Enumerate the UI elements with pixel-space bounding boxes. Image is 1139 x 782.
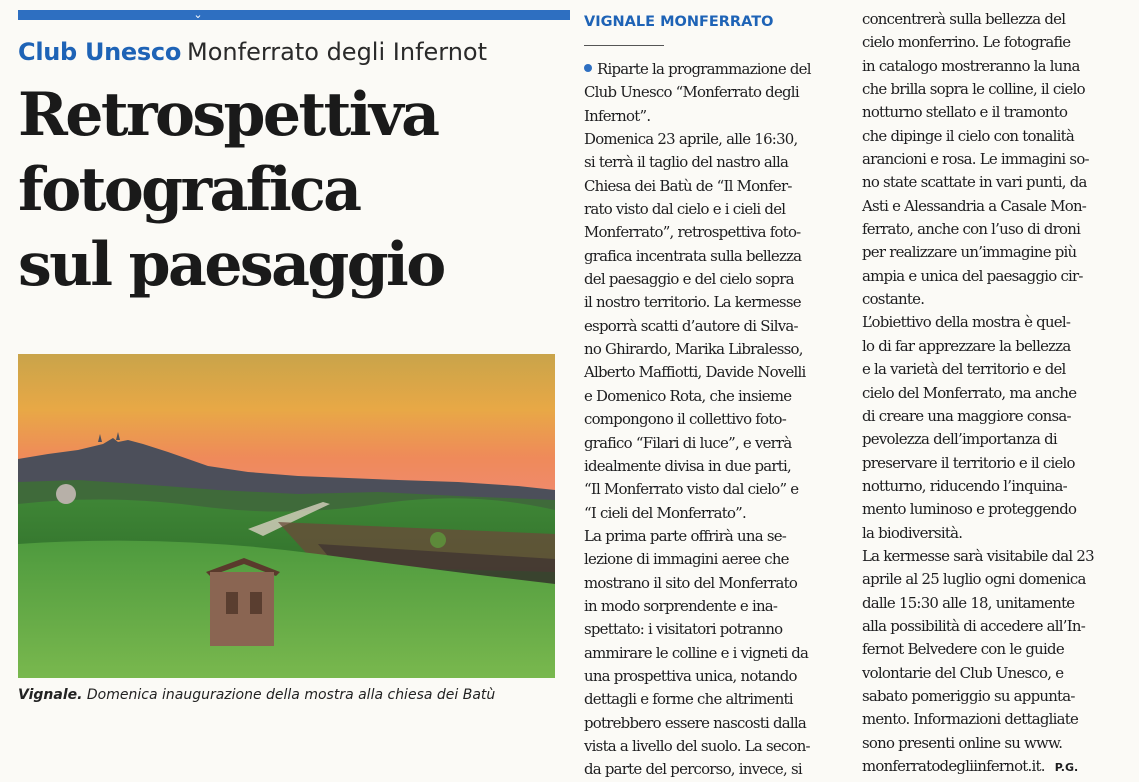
column1-line: Domenica 23 aprile, alle 16:30, bbox=[584, 130, 798, 149]
column2-line: la biodiversità. bbox=[862, 523, 963, 542]
column1-line: da parte del percorso, invece, si bbox=[584, 760, 802, 779]
article-column-2 bbox=[862, 8, 1124, 778]
landscape-photo-illustration bbox=[18, 354, 555, 678]
caption-text: Domenica inaugurazione della mostra alla chiesa dei Batù bbox=[82, 687, 496, 703]
column1-line: rato visto dal cielo e i cieli del bbox=[584, 200, 786, 219]
column2-line: lo di far apprezzare la bellezza bbox=[862, 336, 1071, 355]
column1-line: dettagli e forme che altrimenti bbox=[584, 690, 793, 709]
column2-line: per realizzare un’immagine più bbox=[862, 243, 1077, 262]
column1-line: mostrano il sito del Monferrato bbox=[584, 573, 798, 592]
column1-line: spettato: i visitatori potranno bbox=[584, 620, 783, 639]
caption-place: Vignale. bbox=[18, 687, 83, 703]
column2-line: arancioni e rosa. Le immagini so- bbox=[862, 150, 1089, 169]
column1-line: ammirare le colline e i vigneti da bbox=[584, 643, 809, 662]
column1-line: esporrà scatti d’autore di Silva- bbox=[584, 316, 798, 335]
column1-line: si terrà il taglio del nastro alla bbox=[584, 153, 789, 172]
column2-line: no state scattate in vari punti, da bbox=[862, 173, 1087, 192]
column2-last-line bbox=[862, 755, 1124, 778]
column1-line: grafico “Filari di luce”, e verrà bbox=[584, 433, 792, 452]
column1-line: no Ghirardo, Marika Libralesso, bbox=[584, 340, 803, 359]
column1-line: compongono il collettivo foto- bbox=[584, 410, 786, 429]
landscape-photo bbox=[18, 354, 555, 678]
column2-line: pevolezza dell’importanza di bbox=[862, 430, 1057, 449]
column2-line: ampia e unica del paesaggio cir- bbox=[862, 266, 1083, 285]
column2-line: L’obiettivo della mostra è quel- bbox=[862, 313, 1071, 332]
column2-line: mento. Informazioni dettagliate bbox=[862, 710, 1079, 729]
column2-line: sono presenti online su www. bbox=[862, 733, 1063, 752]
column1-line: vista a livello del suolo. La secon- bbox=[584, 736, 810, 755]
column2-line: preservare il territorio e il cielo bbox=[862, 453, 1075, 472]
chevron-down-icon: ⌄ bbox=[193, 8, 203, 21]
column1-line: Infernot”. bbox=[584, 106, 651, 125]
column2-line: volontarie del Club Unesco, e bbox=[862, 663, 1064, 682]
section-divider bbox=[584, 45, 664, 46]
column1-line: La prima parte offrirà una se- bbox=[584, 526, 787, 545]
column1-line: “Il Monferrato visto dal cielo” e bbox=[584, 480, 799, 499]
column1-line: una prospettiva unica, notando bbox=[584, 666, 797, 685]
column2-line: che brilla sopra le colline, il cielo bbox=[862, 80, 1085, 99]
column1-line: Chiesa dei Batù de “Il Monfer- bbox=[584, 176, 792, 195]
top-color-bar bbox=[18, 10, 570, 20]
column1-line: Monferrato”, retrospettiva foto- bbox=[584, 223, 801, 242]
column2-line-text: monferratodegliinfernot.it. bbox=[862, 757, 1045, 775]
section-label: VIGNALE MONFERRATO bbox=[584, 14, 774, 30]
column2-line: cielo monferrino. Le fotografie bbox=[862, 33, 1071, 52]
bullet-dot-icon bbox=[584, 64, 592, 72]
column2-line: mento luminoso e proteggendo bbox=[862, 500, 1077, 519]
column2-line: fernot Belvedere con le guide bbox=[862, 640, 1064, 659]
column2-line: di creare una maggiore consa- bbox=[862, 406, 1071, 425]
column2-line: La kermesse sarà visitabile dal 23 bbox=[862, 546, 1094, 565]
column2-line: aprile al 25 luglio ogni domenica bbox=[862, 570, 1086, 589]
column2-line: Asti e Alessandria a Casale Mon- bbox=[862, 196, 1087, 215]
column2-line: notturno stellato e il tramonto bbox=[862, 103, 1068, 122]
column2-line: notturno, riducendo l’inquina- bbox=[862, 476, 1067, 495]
column1-line: grafica incentrata sulla bellezza bbox=[584, 246, 802, 265]
column1-line: Club Unesco “Monferrato degli bbox=[584, 83, 799, 102]
headline bbox=[18, 78, 573, 303]
column1-line-text: Riparte la programmazione del bbox=[597, 60, 811, 78]
photo-caption bbox=[18, 685, 573, 705]
column2-line: concentrerà sulla bellezza del bbox=[862, 10, 1066, 28]
kicker-club: Club Unesco bbox=[18, 38, 182, 66]
column2-line: in catalogo mostreranno la luna bbox=[862, 56, 1080, 75]
column2-line: che dipinge il cielo con tonalità bbox=[862, 126, 1075, 145]
headline-line: fotografica bbox=[18, 155, 360, 225]
column1-line: idealmente divisa in due parti, bbox=[584, 456, 792, 475]
column1-line bbox=[584, 58, 846, 81]
column2-line: alla possibilità di accedere all’In- bbox=[862, 616, 1086, 635]
column1-line: potrebbero essere nascosti dalla bbox=[584, 713, 807, 732]
headline-line: sul paesaggio bbox=[18, 230, 444, 300]
column2-line: cielo del Monferrato, ma anche bbox=[862, 383, 1077, 402]
author-signature: P.G. bbox=[1054, 761, 1079, 774]
column2-line: sabato pomeriggio su appunta- bbox=[862, 686, 1075, 705]
column1-line: Alberto Maffiotti, Davide Novelli bbox=[584, 363, 806, 382]
column1-line: “I cieli del Monferrato”. bbox=[584, 503, 747, 522]
article-column-1 bbox=[584, 58, 846, 782]
column2-line: dalle 15:30 alle 18, unitamente bbox=[862, 593, 1075, 612]
column2-line: costante. bbox=[862, 290, 925, 309]
headline-line: Retrospettiva bbox=[18, 80, 438, 150]
column2-line: ferrato, anche con l’uso di droni bbox=[862, 220, 1081, 239]
kicker bbox=[18, 36, 487, 68]
column2-line: e la varietà del territorio e del bbox=[862, 360, 1066, 379]
column1-line: e Domenico Rota, che insieme bbox=[584, 386, 792, 405]
column1-line: lezione di immagini aeree che bbox=[584, 550, 789, 569]
column1-line: il nostro territorio. La kermesse bbox=[584, 293, 801, 312]
kicker-place: Monferrato degli Infernot bbox=[187, 38, 488, 66]
column1-line: del paesaggio e del cielo sopra bbox=[584, 270, 794, 289]
column1-line: in modo sorprendente e ina- bbox=[584, 596, 778, 615]
